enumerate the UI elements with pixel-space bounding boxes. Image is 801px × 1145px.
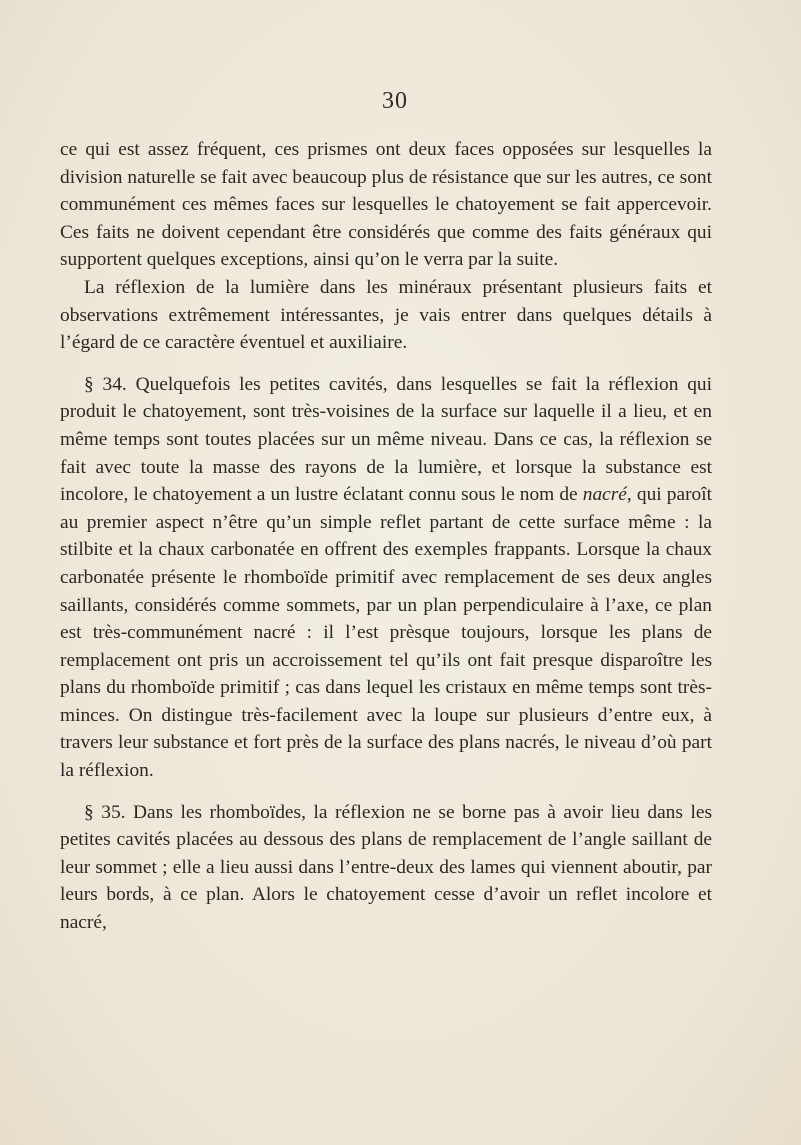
section-marker-34: § 34. — [84, 373, 127, 395]
paragraph-1-text: ce qui est assez fréquent, ces prismes ont deux faces opposées sur lesquelles la division naturelle se fait avec beaucoup plus de résistance que sur les autres, ce sont communément ces mêmes faces sur lesquelles le chatoyement se fait appercevoir. Ces faits ne doivent cependant être considérés que comme des faits généraux qui supportent quelques exceptions, ainsi qu’on le verra par la suite. — [60, 139, 712, 271]
paragraph-section-35 — [60, 799, 712, 937]
section-34-text-part2: , qui paroît au premier aspect n’être qu’un simple reflet partant de cette surface même : la stilbite et la chaux carbonatée en offrent des exemples frappants. Lorsque la chaux carbonatée présente le rhomboïde primitif avec remplacement de ses deux angles saillants, considérés comme sommets, par un plan perpendiculaire à l’axe, ce plan est très-communément nacré : il l’est prèsque toujours, lorsque les plans de remplacement ont pris un accroissement tel qu’ils ont fait presque disparoître les plans du rhomboïde primitif ; cas dans lequel les cristaux en même temps sont très-minces. On distingue très-facilement avec la loupe sur plusieurs d’entre eux, à travers leur substance et fort près de la surface des plans nacrés, le niveau d’où part la réflexion. — [60, 484, 712, 782]
page-number: 30 — [382, 88, 408, 114]
paragraph-2 — [60, 274, 712, 357]
paragraph-2-text: La réflexion de la lumière dans les minéraux présentant plusieurs faits et observations extrêmement intéressantes, je vais entrer dans quelques détails à l’égard de ce caractère éventuel et auxiliaire. — [60, 276, 712, 354]
body-text — [60, 136, 712, 937]
section-35-text: Dans les rhomboïdes, la réflexion ne se borne pas à avoir lieu dans les petites cavités placées au dessous des plans de remplacement de l’angle saillant de leur sommet ; elle a lieu aussi dans l’entre-deux des lames qui viennent aboutir, par leurs bords, à ce plan. Alors le chatoyement cesse d’avoir un reflet incolore et nacré, — [60, 801, 713, 934]
section-34-text-part1: Quelquefois les petites cavités, dans lesquelles se fait la réflexion qui produit le chatoyement, sont très-voisines de la surface sur laquelle il a lieu, et en même temps sont toutes placées sur un même niveau. Dans ce cas, la réflexion se fait avec toute la masse des rayons de la lumière, et lorsque la substance est incolore, le chatoyement a un lustre éclatant connu sous le nom de — [60, 373, 712, 506]
paragraph-1 — [60, 136, 712, 274]
section-34-italic-term: nacré — [582, 484, 627, 506]
paragraph-section-34 — [60, 371, 712, 785]
section-marker-35: § 35. — [84, 801, 126, 823]
